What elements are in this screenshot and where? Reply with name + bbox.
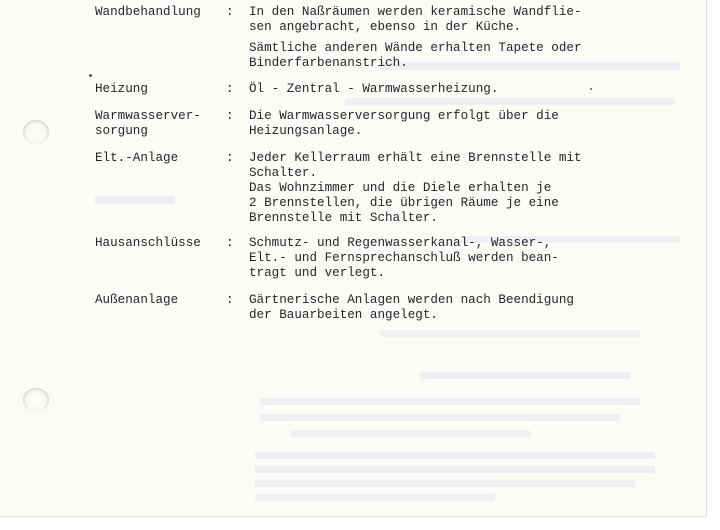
- show-through-block: [260, 414, 620, 421]
- show-through-block: [255, 452, 655, 459]
- section-label: Außenanlage: [95, 293, 179, 307]
- section-text: [249, 293, 679, 323]
- show-through-block: [255, 494, 495, 501]
- text-line: sen angebracht, ebenso in der Küche.: [249, 20, 522, 34]
- text-line: Jeder Kellerraum erhält eine Brennstelle mit: [249, 151, 582, 165]
- text-line: Elt.- und Fernsprechanschluß werden bean-: [249, 251, 559, 265]
- text-line: Schalter.: [249, 166, 318, 180]
- punch-hole: [23, 388, 49, 412]
- section-label: Wandbehandlung: [95, 5, 201, 19]
- show-through-block: [345, 98, 675, 105]
- show-through-block: [290, 430, 530, 437]
- section-text: [249, 82, 679, 97]
- separator-colon: :: [226, 236, 234, 250]
- section-text: [249, 5, 679, 71]
- text-line: tragt und verlegt.: [249, 266, 386, 280]
- show-through-block: [420, 372, 630, 379]
- section-text: [249, 151, 679, 226]
- show-through-block: [255, 480, 635, 487]
- separator-colon: :: [226, 5, 234, 19]
- text-line: In den Naßräumen werden keramische Wandflie-: [249, 5, 582, 19]
- section-text: [249, 236, 679, 281]
- section-text: [249, 109, 679, 139]
- text-line: Öl - Zentral - Warmwasserheizung.: [249, 82, 499, 96]
- separator-colon: :: [226, 82, 234, 96]
- show-through-block: [255, 466, 655, 473]
- text-line: der Bauarbeiten angelegt.: [249, 308, 438, 322]
- separator-colon: :: [226, 293, 234, 307]
- section-label: Elt.-Anlage: [95, 151, 179, 165]
- section-label: Warmwasserver- sorgung: [95, 109, 201, 138]
- text-line: 2 Brennstellen, die übrigen Räume je eine: [249, 196, 559, 210]
- ink-speck: [89, 74, 92, 77]
- separator-colon: :: [226, 151, 234, 165]
- section-label: Heizung: [95, 82, 148, 96]
- show-through-block: [380, 330, 640, 337]
- text-line: Sämtliche anderen Wände erhalten Tapete oder: [249, 41, 582, 55]
- separator-colon: :: [226, 109, 234, 123]
- text-line: Das Wohnzimmer und die Diele erhalten je: [249, 181, 552, 195]
- text-line: Die Warmwasserversorgung erfolgt über die: [249, 109, 559, 123]
- text-line: Schmutz- und Regenwasserkanal-, Wasser-,: [249, 236, 552, 250]
- text-line: Brennstelle mit Schalter.: [249, 211, 438, 225]
- section-label: Hausanschlüsse: [95, 236, 201, 250]
- show-through-block: [260, 398, 640, 405]
- text-line: Gärtnerische Anlagen werden nach Beendigung: [249, 293, 574, 307]
- show-through-block: [95, 196, 175, 204]
- text-line: Heizungsanlage.: [249, 124, 363, 138]
- punch-hole: [23, 120, 49, 144]
- text-line: Binderfarbenanstrich.: [249, 56, 408, 70]
